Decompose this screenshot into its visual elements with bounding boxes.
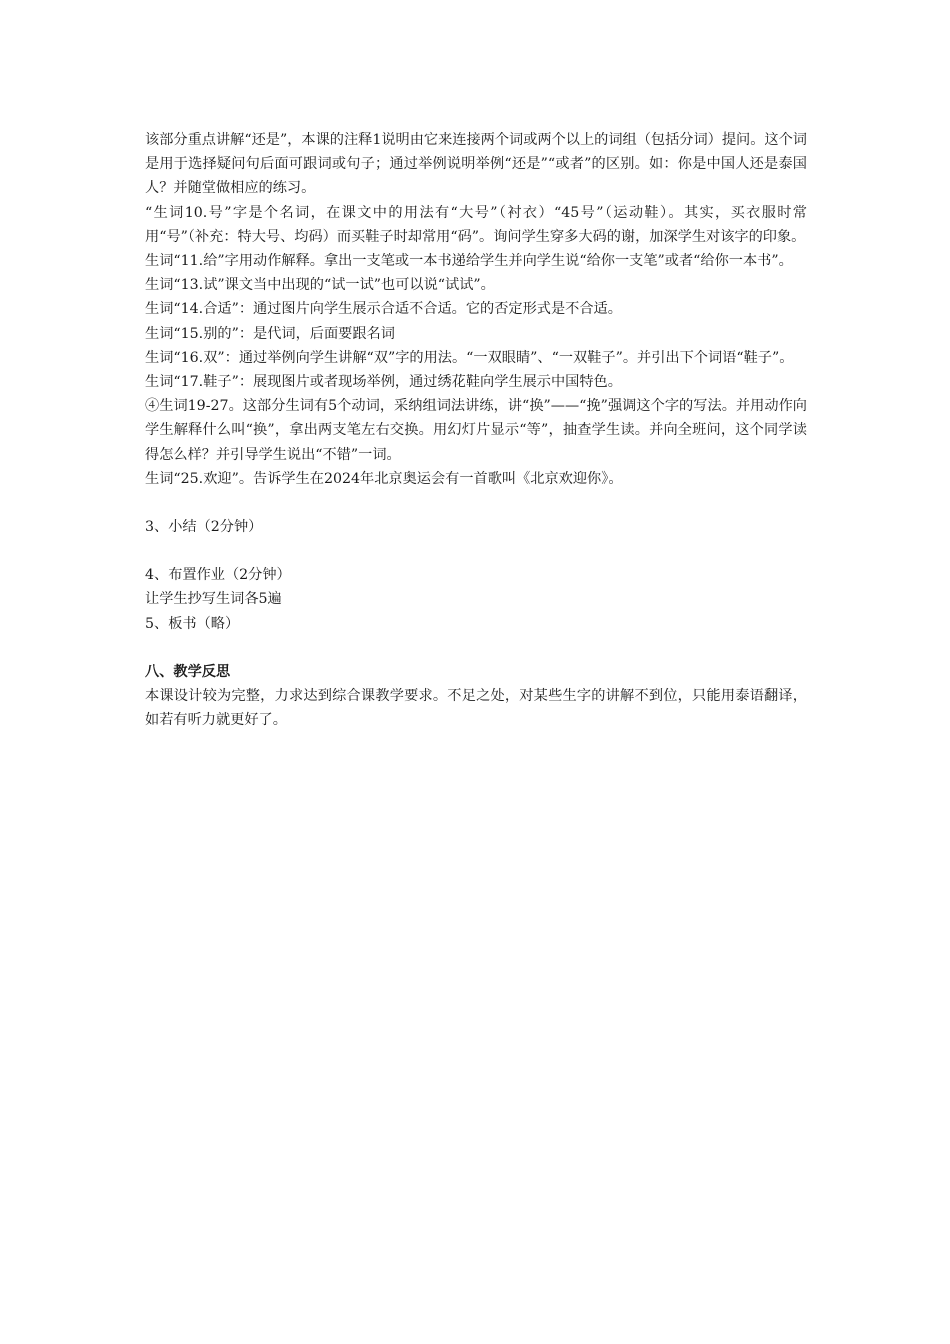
paragraph-shi: 生词“13.试”课文当中出现的“试一试”也可以说“试试”。 [145, 277, 495, 294]
board-section: 5、板书（略） [145, 615, 240, 632]
spacer [145, 636, 807, 660]
summary-section: 3、小结（2分钟） [145, 519, 263, 536]
homework-content: 让学生抄写生词各5遍 [145, 591, 282, 608]
paragraph-xiezi: 生词“17.鞋子”：展现图片或者现场举例，通过绣花鞋向学生展示中国特色。 [145, 374, 622, 391]
paragraph-shuang: 生词“16.双”：通过举例向学生讲解“双”字的用法。“一双眼睛”、“一双鞋子”。并引出下个词语“鞋子”。 [145, 349, 794, 366]
paragraph-huanying: 生词“25.欢迎”。告诉学生在2024年北京奥运会有一首歌叫《北京欢迎你》。 [145, 470, 623, 487]
document-body [145, 128, 807, 732]
spacer [145, 491, 807, 515]
reflection-content: 本课设计较为完整，力求达到综合课教学要求。不足之处，对某些生字的讲解不到位，只能用泰语翻译，如若有听力就更好了。 [145, 688, 807, 729]
paragraph-hao: “生词10.号”字是个名词，在课文中的用法有“大号”（衬衣）“45号”（运动鞋）。其实，买衣服时常用“号”（补充：特大号、均码）而买鞋子时却常用“码”。询问学生穿多大码的谢，加深学生对该字的印象。 [145, 204, 807, 245]
paragraph-haishi: 该部分重点讲解“还是”，本课的注释1说明由它来连接两个词或两个以上的词组（包括分词）提问。这个词是用于选择疑问句后面可跟词或句子；通过举例说明举例“还是”“或者”的区别。如：你是中国人还是泰国人？并随堂做相应的练习。 [145, 132, 807, 197]
paragraph-new-words-19-27: ④生词19-27。这部分生词有5个动词，采纳组词法讲练，讲“换”——“挽”强调这个字的写法。并用动作向学生解释什么叫“换”，拿出两支笔左右交换。用幻灯片显示“等”，抽查学生读。并向全班问，这个同学读得怎么样？并引导学生说出“不错”一词。 [145, 398, 807, 463]
paragraph-biede: 生词“15.别的”：是代词，后面要跟名词 [145, 325, 395, 342]
homework-title: 4、布置作业（2分钟） [145, 567, 291, 584]
paragraph-gei: 生词“11.给”字用动作解释。拿出一支笔或一本书递给学生并向学生说“给你一支笔”或者“给你一本书”。 [145, 253, 793, 270]
paragraph-heshi: 生词“14.合适”：通过图片向学生展示合适不合适。它的否定形式是不合适。 [145, 301, 622, 318]
reflection-heading: 八、教学反思 [145, 663, 231, 680]
spacer [145, 539, 807, 563]
